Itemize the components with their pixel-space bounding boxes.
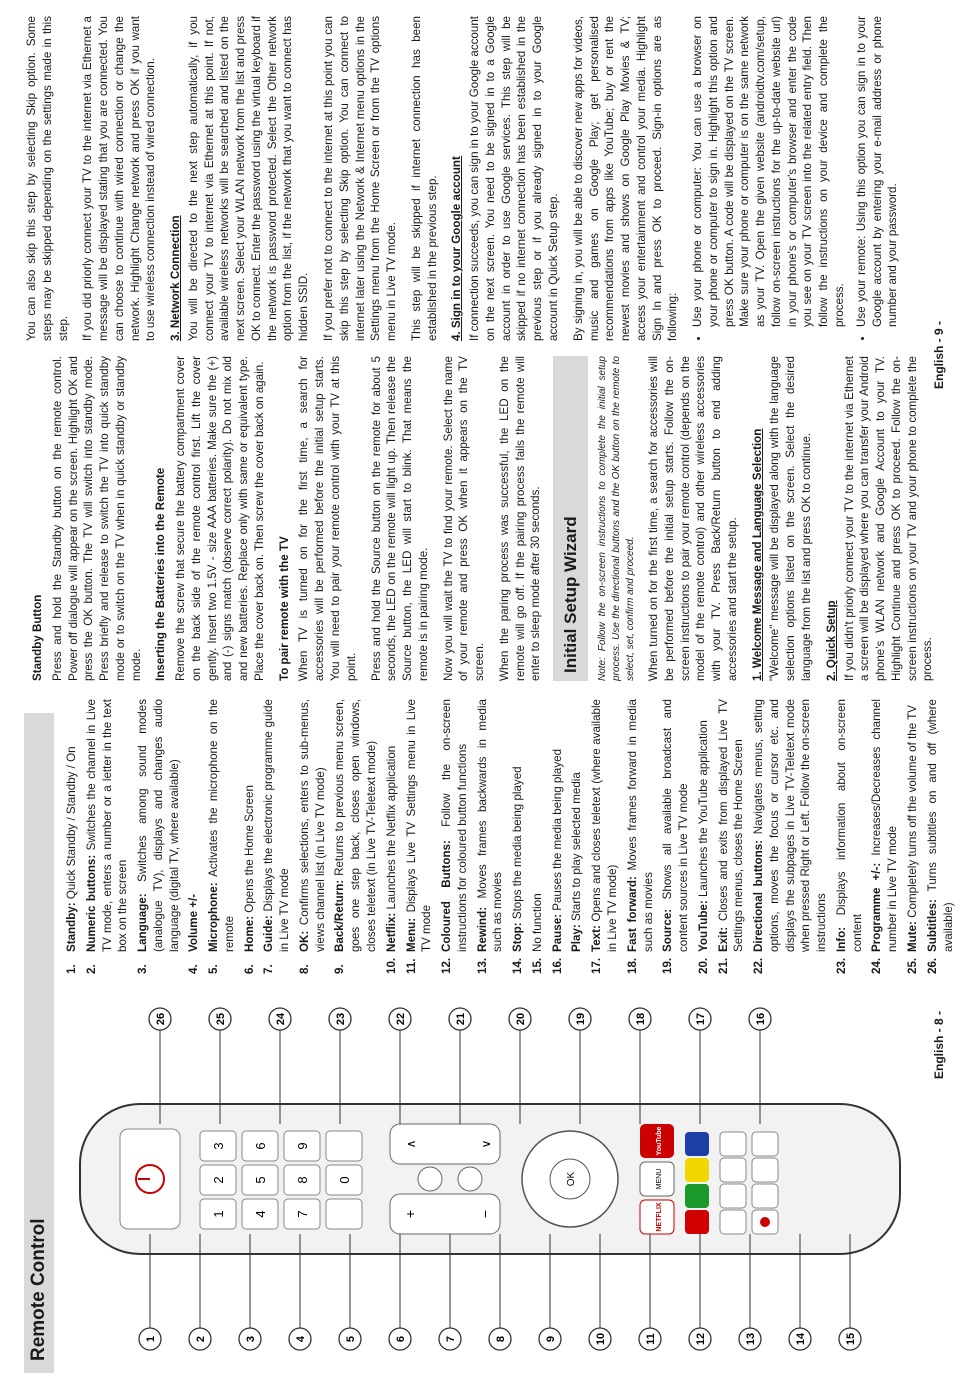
- legend-label: Source:: [661, 908, 675, 952]
- legend-number: 18.: [625, 957, 639, 974]
- callout-number: 7: [445, 1335, 457, 1343]
- legend-description: Displays the electronic programme guide in Live TV mode: [262, 699, 292, 952]
- legend-number: 15.: [530, 957, 544, 974]
- numeric-key-label: 7: [295, 1210, 310, 1218]
- callout-number: 18: [635, 1012, 647, 1026]
- legend-item: [404, 699, 436, 974]
- callout-number: 22: [395, 1012, 407, 1026]
- legend-number: 12.: [440, 957, 454, 974]
- legend-item: [475, 699, 507, 974]
- legend-item: [696, 699, 712, 974]
- quick-setup-heading: 2. Quick Setup: [824, 600, 838, 681]
- legend-label: Menu:: [404, 917, 418, 952]
- mute-button: [458, 1167, 482, 1191]
- legend-item: [869, 699, 901, 974]
- svg-text:OK: OK: [566, 1171, 577, 1187]
- legend-item: [716, 699, 748, 974]
- legend-text: [589, 699, 621, 952]
- legend-item: [384, 699, 400, 974]
- quick-setup-text: If you didn't priorly connect your TV to the internet via Ethernet a screen will be displayed where you can transfer your Android phone's WLAN network and Google Account to your TV. Highlight Continue and press OK to proceed. Follow the on-screen instructions on your TV and your phone to complete the process.: [842, 356, 935, 681]
- svg-text:MENU: MENU: [656, 1168, 663, 1190]
- legend-text: [925, 699, 957, 952]
- wizard-text: When turned on for the first time, a search for accessories will be performed before the initial setup starts. Follow the on-screen instructions to pair your remote control (depends on the model of the remote control) and other wireless accessories with your TV. Press Back/Return button to end adding accessories and start the setup.: [647, 356, 739, 681]
- legend-item: [332, 699, 379, 974]
- legend-text: [751, 699, 830, 952]
- legend-item: [834, 699, 866, 974]
- legend-description: Completely turns off the volume of the TV: [905, 704, 919, 922]
- media-button: [720, 1132, 746, 1156]
- legend-description: Switches among sound modes (analogue TV), displays and changes audio language (digital TV, where available): [136, 699, 181, 952]
- legend-number: 14.: [511, 957, 525, 974]
- welcome-text: "Welcome" message will be displayed along with the language selection options listed on the screen. Select the desired language from the list and press OK to continue.: [768, 356, 813, 681]
- legend-text: [64, 699, 80, 952]
- record-icon: [760, 1217, 770, 1227]
- legend-description: No function: [530, 893, 544, 952]
- legend-description: Returns to previous menu screen, goes one step back, closes open windows, closes teletext (in Live TV-Teletext mode): [333, 699, 379, 952]
- callout-number: 3: [245, 1335, 257, 1343]
- callout-number: 1: [145, 1335, 157, 1343]
- legend-text: [834, 699, 866, 952]
- legend-item: [186, 699, 202, 974]
- callout-number: 21: [455, 1012, 467, 1026]
- legend-description: Displays Live TV Settings menu in Live TV mode: [404, 699, 434, 952]
- legend-description: Pauses the media being played: [550, 748, 564, 914]
- legend-description: Quick Standby / Standby / On: [65, 746, 78, 903]
- network-text-1: You will be directed to the next step automatically, if you connect your TV to internet via Ethernet at this point. If not, available wireless networks will be searched and listed on the next screen. Select your WLAN network from the list and press OK to connect. Enter the password using the virtual keyboard if the network is password protected. Select the Other network option from the list, if the network that you want to connect has hidden SSID.: [186, 16, 311, 341]
- callout-number: 14: [795, 1332, 807, 1346]
- legend-description: Launches the YouTube application: [696, 720, 710, 901]
- legend-text: [332, 699, 379, 952]
- callout-number: 13: [745, 1332, 757, 1346]
- legend-label: Standby:: [65, 902, 78, 952]
- legend-item: [625, 699, 657, 974]
- legend-item: [297, 699, 329, 974]
- media-button: [752, 1132, 778, 1156]
- legend-text: [242, 699, 258, 952]
- button-legend-list: [64, 699, 960, 974]
- legend-text: [384, 699, 400, 952]
- svg-text:YouTube: YouTube: [656, 1126, 663, 1156]
- legend-label: YouTube:: [696, 900, 710, 952]
- pair-text-4: When the paring process was successful, the LED on the remote will go off. If the pairing process fails the remote will enter to sleep mode after 30 seconds.: [497, 356, 543, 681]
- legend-item: [905, 699, 921, 974]
- callout-number: 23: [335, 1012, 347, 1026]
- legend-number: 26.: [925, 957, 939, 974]
- legend-number: 4.: [187, 964, 201, 974]
- media-button: [720, 1184, 746, 1208]
- legend-text: [404, 699, 436, 952]
- legend-number: 19.: [661, 957, 675, 974]
- legend-description: Launches the Netflix application: [384, 745, 398, 913]
- callout-number: 20: [515, 1012, 527, 1026]
- callout-number: 24: [275, 1012, 287, 1026]
- skip-text: You can also skip this step by selecting Skip option. Some steps may be skipped depending on the settings made in this step.: [25, 16, 70, 341]
- numeric-key-label: 8: [295, 1176, 310, 1184]
- legend-number: 8.: [297, 964, 311, 974]
- legend-description: Turns subtitles on and off (where available): [925, 699, 955, 952]
- legend-number: [569, 952, 585, 974]
- legend-label: OK:: [297, 930, 311, 952]
- wizard-title: Initial Setup Wizard: [553, 356, 588, 681]
- microphone-button: [418, 1167, 442, 1191]
- network-text-2: If you prefer not to connect to the internet at this point you can skip this step by selecting Skip option. You can connect to internet later using the Network & Internet menu options in the Settings menu from the Home Screen or from the TV options menu in Live TV mode.: [322, 16, 399, 341]
- network-text-3: This step will be skipped if internet connection has been established in the previous step.: [409, 16, 439, 341]
- legend-description: Navigates menus, setting options, moves the focus or cursor etc. and displays the subpages in Live TV-Teletext mode when pressed Right or Left. Follow the on-screen instructions: [752, 699, 829, 952]
- legend-label: Subtitles:: [925, 899, 939, 952]
- legend-description: Increases/Decreases channel number in Live TV mode: [870, 699, 900, 952]
- legend-label: Rewind:: [475, 906, 489, 952]
- media-button: [720, 1210, 746, 1234]
- numeric-key-label: 1: [211, 1210, 226, 1218]
- welcome-heading: 1. Welcome Message and Language Selection: [750, 428, 764, 681]
- legend-text: [716, 699, 748, 952]
- standby-heading: Standby Button: [31, 594, 44, 681]
- legend-item: [510, 699, 526, 974]
- callout-number: 12: [695, 1332, 707, 1346]
- pair-text-3: Now you will wait the TV to find your remote. Select the name of your remote and press OK when it appears on the TV screen.: [441, 356, 487, 681]
- media-button: [720, 1158, 746, 1182]
- numeric-key-label: 4: [253, 1210, 268, 1218]
- numeric-key-label: 9: [295, 1142, 310, 1150]
- svg-text:∨: ∨: [479, 1139, 493, 1149]
- legend-number: 24.: [870, 957, 884, 974]
- legend-label: Numeric buttons:: [84, 854, 98, 952]
- google-text-2: By signing in, you will be able to discover new apps for videos, music and games on Google Play; get personalised recommendations from apps like YouTube; buy or rent the newest movies and shows on Google Play Movies & TV; access your entertainment and control your media. Highlight Sign In and press OK to proceed. Sign-in options are as following:: [571, 16, 680, 341]
- legend-text: [186, 699, 202, 952]
- legend-text: [206, 699, 238, 952]
- legend-item: [550, 699, 566, 974]
- legend-number: 9.: [333, 964, 347, 974]
- legend-text: [869, 699, 901, 952]
- callout-number: 19: [575, 1012, 587, 1026]
- callout-number: 25: [215, 1012, 227, 1026]
- legend-item: [242, 699, 258, 974]
- legend-description: Closes and exits from displayed Live TV Settings menus, closes the Home Screen: [716, 699, 746, 952]
- legend-number: 3.: [136, 964, 150, 974]
- legend-number: 16.: [550, 957, 564, 974]
- legend-text: [905, 699, 921, 952]
- legend-description: Confirms selections, enters to sub-menus, views channel list (in Live TV mode): [297, 699, 327, 952]
- callout-number: 2: [195, 1335, 207, 1343]
- sign-in-option-remote: • Use your remote: Using this option you can sign in to your Google account by entering your e-mail address or phone number and your password.: [854, 16, 901, 327]
- numeric-key-label: 3: [211, 1142, 226, 1150]
- green-button: [685, 1184, 709, 1208]
- batteries-heading: Inserting the Batteries into the Remote: [154, 467, 168, 681]
- legend-item: [64, 699, 80, 974]
- standby-text: Press and hold the Standby button on the remote control. Power off dialogue will appear on the screen. Highlight OK and press the OK button. The TV will switch into standby mode. Press briefly and release to switch the TV into quick standby mode or to switch on the TV when in quick standby or standby mode.: [50, 356, 143, 681]
- legend-text: [696, 699, 712, 952]
- legend-number: 25.: [905, 957, 919, 974]
- legend-description: Activates the microphone on the remote: [207, 699, 236, 952]
- pair-text-1: When TV is turned on for the first time, a search for accessories will be performed before the initial setup starts. You will need to pair your remote control with your TV at this point.: [297, 356, 358, 681]
- google-heading: 4. Sign in to your Google account: [450, 156, 464, 341]
- legend-label: Guide:: [262, 915, 276, 952]
- google-text-1: If connection succeeds, you can sign in to your Google account on the next screen. You need to be signed in to a Google account in order to use Google services. This step will be skipped if no internet connection has been established in the previous step or if you already signed in to your Google account in Quick Setup step.: [468, 16, 560, 341]
- legend-number: 17.: [590, 957, 604, 974]
- legend-label: Programme +/-:: [870, 862, 884, 952]
- legend-description: Follow the on-screen instructions for coloured button functions: [440, 699, 469, 952]
- legend-text: [510, 699, 526, 952]
- numeric-key: [326, 1199, 362, 1229]
- pair-heading: To pair remote with the TV: [277, 536, 291, 681]
- legend-text: [475, 699, 507, 952]
- legend-label: Microphone:: [207, 882, 221, 952]
- callout-number: 5: [345, 1335, 357, 1343]
- left-page: [0, 689, 955, 1379]
- legend-label: Volume +/-: [187, 893, 201, 952]
- legend-label: Info:: [834, 926, 848, 952]
- legend-text: [84, 699, 131, 952]
- legend-number: 10.: [384, 957, 398, 974]
- legend-label: Directional buttons:: [752, 839, 766, 952]
- legend-number: 7.: [262, 964, 276, 974]
- legend-label: Home:: [242, 915, 256, 952]
- numeric-key: [326, 1131, 362, 1161]
- legend-label: Coloured Buttons:: [440, 840, 454, 952]
- legend-number: 2.: [84, 964, 98, 974]
- callout-number: 17: [695, 1012, 707, 1026]
- legend-text: [550, 699, 566, 952]
- svg-text:−: −: [477, 1209, 493, 1219]
- red-button: [685, 1210, 709, 1234]
- pair-text-2: Press and hold the Source button on the remote for about 5 seconds, the LED on the remote will light up. Then release the Source button, the LED will start to blink. That means the remote is in pairing mode.: [369, 356, 430, 681]
- legend-description: Displays information about on-screen content: [834, 699, 864, 952]
- ethernet-text: If you did priorly connect your TV to the internet via Ethernet a message will be displayed stating that you are connected. You can choose to continue with wired connection or change the network. Highlight Change network and press OK if you want to use wireless connection instead of wired connection.: [81, 16, 158, 341]
- legend-label: Netflix:: [384, 912, 398, 952]
- page-number-right: English - 9 -: [932, 320, 946, 389]
- callout-number: 11: [645, 1333, 657, 1345]
- legend-description: Starts to play selected media: [570, 772, 584, 925]
- svg-text:NETFLIX: NETFLIX: [656, 1202, 663, 1232]
- legend-label: Mute:: [905, 921, 919, 952]
- yellow-button: [685, 1158, 709, 1182]
- legend-item: [660, 699, 692, 974]
- media-button: [752, 1158, 778, 1182]
- legend-text: [297, 699, 329, 952]
- legend-text: [439, 699, 471, 952]
- legend-label: Play:: [570, 924, 584, 952]
- numeric-key-label: 6: [253, 1142, 268, 1150]
- callout-number: 26: [155, 1012, 167, 1026]
- callout-number: 4: [295, 1335, 307, 1343]
- page-title: Remote Control: [24, 713, 54, 1373]
- right-page: [0, 0, 950, 689]
- legend-item: [206, 699, 238, 974]
- numeric-key-label: 5: [253, 1176, 268, 1184]
- legend-description: Opens the Home Screen: [242, 785, 256, 916]
- callout-number: 8: [495, 1335, 507, 1343]
- media-button: [752, 1184, 778, 1208]
- legend-number: 22.: [752, 957, 766, 974]
- legend-label: Text:: [590, 925, 604, 952]
- legend-text: [660, 699, 692, 952]
- legend-text: [261, 699, 293, 952]
- legend-item: [751, 699, 830, 974]
- legend-label: Language:: [136, 893, 150, 952]
- sign-in-option-phone: • Use your phone or computer: You can use a browser on your phone or computer to sign in. Highlight this option and press OK button. A code will be displayed on the TV screen. Make sure your phone or computer is on the same network as your TV. Open the given website (androidtv.com/setup, follow on-screen instructions for the up-to-date website url) in your phone's or computer's browser and enter the code you see on your TV screen into the related entry field. Then follow the instructions on your device and complete the process.: [690, 16, 848, 327]
- legend-label: Exit:: [716, 926, 730, 952]
- legend-item: [530, 699, 546, 974]
- numeric-key-label: 2: [211, 1176, 226, 1184]
- legend-item: [135, 699, 182, 974]
- svg-text:+: +: [402, 1209, 418, 1219]
- legend-item: [439, 699, 471, 974]
- legend-item: [84, 699, 131, 974]
- legend-number: 5.: [207, 964, 221, 974]
- callout-number: 10: [595, 1332, 607, 1346]
- legend-number: 23.: [834, 957, 848, 974]
- column-2: [24, 16, 907, 341]
- legend-text: [135, 699, 182, 952]
- legend-number: 13.: [475, 957, 489, 974]
- callout-number: 16: [755, 1012, 767, 1026]
- legend-description: Moves frames forward in media such as movies: [625, 699, 655, 952]
- legend-description: Shows all available broadcast and content sources in Live TV mode: [661, 699, 691, 952]
- wizard-note: Note: Follow the on-screen instructions to complete the initial setup process. Use the directional buttons and the OK button on the remote to select, set, confirm and proceed.: [597, 356, 636, 681]
- legend-description: Moves frames backwards in media such as movies: [475, 699, 505, 952]
- legend-number: 21.: [716, 957, 730, 974]
- legend-number: 1.: [65, 964, 78, 974]
- sign-in-options: [690, 16, 901, 341]
- legend-description: Stops the media being played: [511, 766, 525, 923]
- page-number-left: English - 8 -: [932, 1010, 946, 1079]
- batteries-text: Remove the screw that secure the battery compartment cover on the back side of the remote control first. Lift the cover gently. Insert two 1.5V - size AAA batteries. Make sure the (+) and (-) signs match (observe correct polarity). Do not mix old and new batteries. Replace only with same or equivalent type. Place the cover back on. Then screw the cover back on again.: [174, 356, 266, 681]
- network-heading: 3. Network Connection: [169, 215, 183, 341]
- legend-item: [569, 699, 585, 974]
- legend-description: Opens and closes teletext (where available in Live TV mode): [590, 699, 619, 952]
- callout-number: 15: [845, 1332, 857, 1346]
- legend-item: [925, 699, 957, 974]
- legend-item: [589, 699, 621, 974]
- legend-label: Stop:: [511, 922, 525, 952]
- legend-label: Fast forward:: [625, 876, 639, 952]
- legend-number: 11.: [404, 958, 418, 974]
- callout-number: 9: [545, 1335, 557, 1343]
- svg-text:∧: ∧: [404, 1139, 418, 1149]
- callout-number: 6: [395, 1335, 407, 1343]
- legend-text: [625, 699, 657, 952]
- legend-text: [530, 699, 546, 952]
- column-1: [24, 356, 945, 681]
- legend-description: Switches the channel in Live TV mode, enters a number or a letter in the text box on the screen: [84, 699, 130, 952]
- numeric-key-label: 0: [337, 1176, 352, 1184]
- legend-item: [261, 699, 293, 974]
- legend-number: 20.: [696, 957, 710, 974]
- legend-number: 6.: [242, 964, 256, 974]
- legend-text: [569, 699, 585, 952]
- blue-button: [685, 1132, 709, 1156]
- legend-label: Back/Return:: [333, 879, 347, 952]
- legend-label: Pause:: [550, 913, 564, 952]
- remote-control-diagram: [60, 979, 920, 1379]
